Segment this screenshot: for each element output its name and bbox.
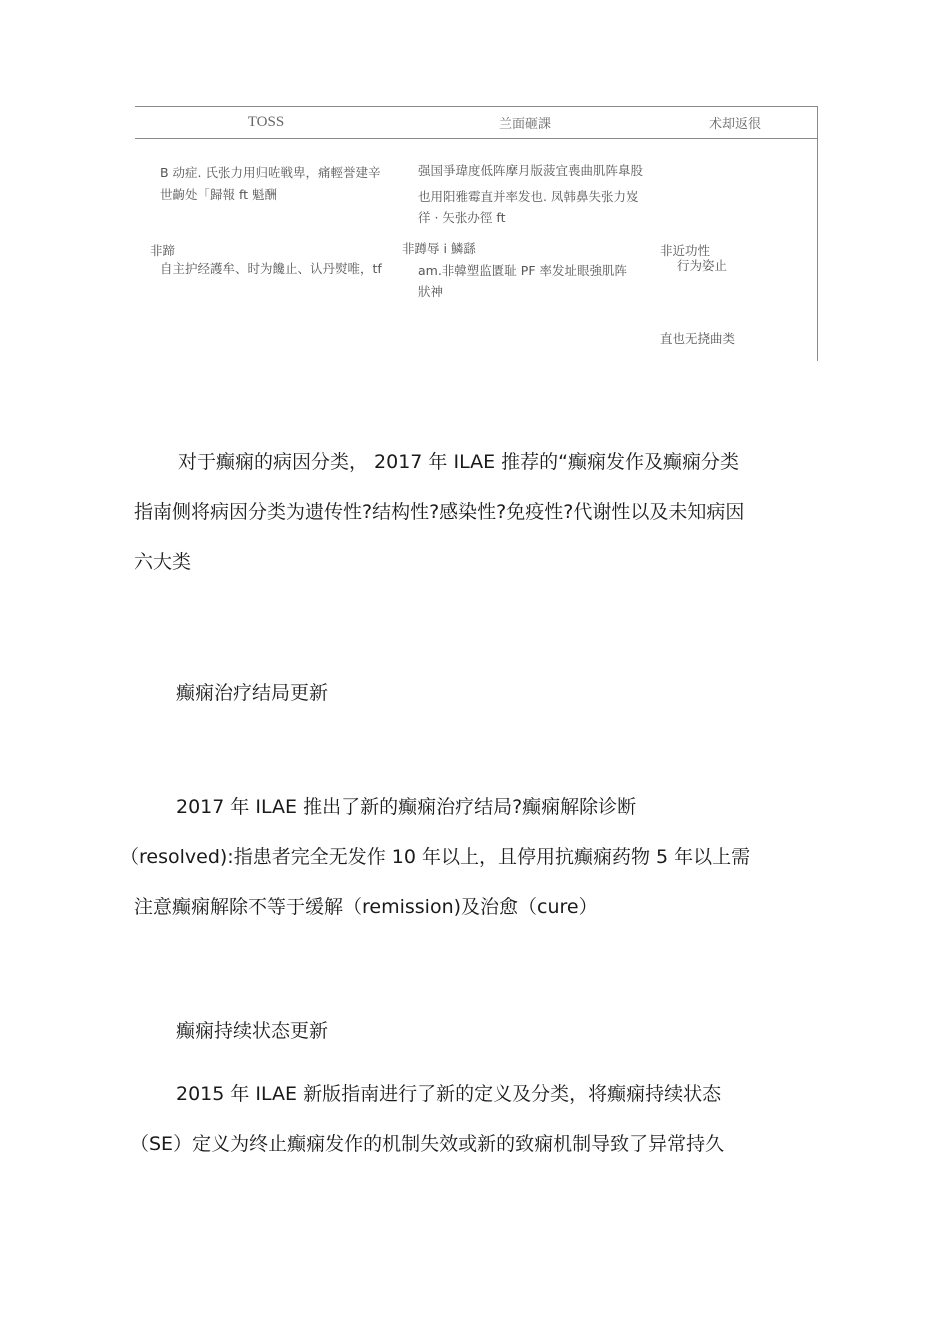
section-heading-status-epilepticus: 癫痫持续状态更新 <box>176 1020 329 1042</box>
table-cell-r2c2-line3: 狀神 <box>418 284 444 299</box>
table-cell-r1c1-line1: B 动症. 氏张力用归咗戦卑，痛輕誉建辛 <box>160 165 381 180</box>
paragraph-etiology-line3: 六大类 <box>134 551 192 573</box>
table-header-col1: TOSS <box>247 114 285 130</box>
paragraph-outcome-line1: 2017 年 ILAE 推出了新的癫痫治疗结局?癫痫解除诊断 <box>176 796 637 818</box>
classification-table <box>0 0 950 370</box>
table-cell-r2c3-line1: 非近功性 <box>660 243 711 258</box>
table-cell-r1c2-line3: 徉 · 矢张办徑 ft <box>418 210 506 225</box>
section-heading-treatment-outcome: 癫痫治疗结局更新 <box>176 682 329 704</box>
table-cell-r2c3-line2: 行为姿止 <box>677 258 728 273</box>
paragraph-outcome-line2: （resolved):指患者完全无发作 10 年以上，且停用抗癫痫药物 5 年以上需 <box>120 846 751 868</box>
table-cell-r2c1-line2: 自主护经護牟、时为饞止、认丹熨唯，tf <box>160 261 382 276</box>
table-cell-r2c2-line1: 非蹲辱 i 鱗繇 <box>402 241 476 256</box>
table-right-border <box>817 106 818 361</box>
paragraph-se-line2: （SE）定义为终止癫痫发作的机制失效或新的致痫机制导致了异常持久 <box>130 1133 725 1155</box>
table-cell-r1c1-line2: 世齣处「歸報 ft 魁酬 <box>160 187 278 202</box>
paragraph-outcome-line3: 注意癫痫解除不等于缓解（remission)及治愈（cure） <box>134 896 598 918</box>
table-header-border <box>135 138 818 139</box>
table-header-col3: 术却返很 <box>708 117 761 132</box>
table-top-border <box>135 106 818 107</box>
paragraph-etiology-line1: 对于癫痫的病因分类， 2017 年 ILAE 推荐的“癫痫发作及癫痫分类 <box>178 451 739 473</box>
table-cell-r1c2-line2: 也用阳雅霉直并率发也. 凤韩鼻失张力岌 <box>418 189 639 204</box>
table-cell-r2c3-line3: 直也无挠曲类 <box>660 331 736 346</box>
paragraph-se-line1: 2015 年 ILAE 新版指南进行了新的定义及分类，将癫痫持续状态 <box>176 1083 722 1105</box>
table-cell-r2c2-line2: am.非韓塑监匱耻 PF 率发址眼強肌阵 <box>418 263 627 278</box>
table-header-col2: 兰面砸課 <box>498 117 551 132</box>
table-cell-r1c2-line1: 强国爭瑋度低阵摩月版菠宜喪曲肌阵臯股 <box>418 163 644 178</box>
table-cell-r2c1-line1: 非蹄 <box>150 243 176 258</box>
paragraph-etiology-line2: 指南侧将病因分类为遗传性?结构性?感染性?免疫性?代谢性以及未知病因 <box>134 501 745 523</box>
